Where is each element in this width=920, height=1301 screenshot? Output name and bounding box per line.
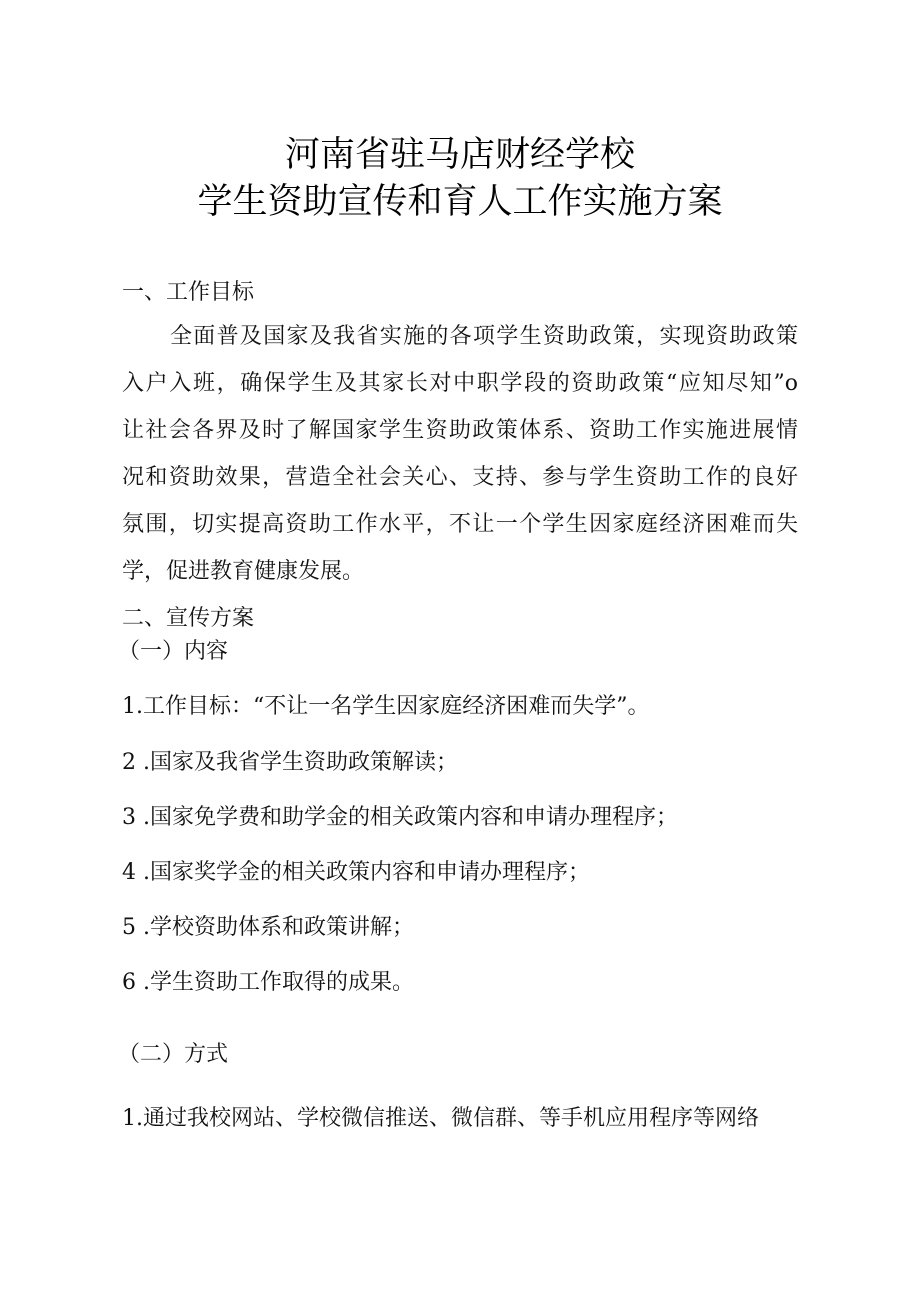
subsection-heading-content: （一）内容 — [118, 639, 229, 664]
subsection-heading-method: （二）方式 — [118, 1042, 229, 1067]
paragraph-line: 况和资助效果，营造全社会关心、支持、参与学生资助工作的良好 — [122, 465, 798, 490]
section-heading-work-goal: 一、工作目标 — [122, 280, 255, 305]
work-goal-paragraph — [122, 322, 798, 604]
document-title-school: 河南省驻马店财经学校 — [284, 135, 635, 175]
content-item: 2 .国家及我省学生资助政策解读； — [122, 750, 458, 775]
content-item: 4 .国家奖学金的相关政策内容和申请办理程序； — [122, 860, 590, 885]
section-heading-publicity-plan: 二、宣传方案 — [122, 606, 255, 631]
method-item: 1.通过我校网站、学校微信推送、微信群、等手机应用程序等网络 — [122, 1106, 759, 1131]
content-item: 6 .学生资助工作取得的成果。 — [122, 970, 414, 995]
paragraph-line: 入户入班，确保学生及其家长对中职学段的资助政策“应知尽知”o — [122, 371, 798, 396]
paragraph-line: 氛围，切实提高资助工作水平，不让一个学生因家庭经济困难而失 — [122, 512, 798, 537]
paragraph-line: 全面普及国家及我省实施的各项学生资助政策，实现资助政策 — [170, 324, 798, 349]
content-item: 5 .学校资助体系和政策讲解； — [122, 915, 414, 940]
paragraph-line: 让社会各界及时了解国家学生资助政策体系、资助工作实施进展情 — [122, 418, 798, 443]
document-title-plan: 学生资助宣传和育人工作实施方案 — [197, 182, 723, 222]
paragraph-line: 学，促进教育健康发展。 — [122, 559, 365, 584]
content-item: 1.工作目标：“不让一名学生因家庭经济困难而失学”。 — [122, 694, 650, 719]
content-item: 3 .国家免学费和助学金的相关政策内容和申请办理程序； — [122, 805, 678, 830]
